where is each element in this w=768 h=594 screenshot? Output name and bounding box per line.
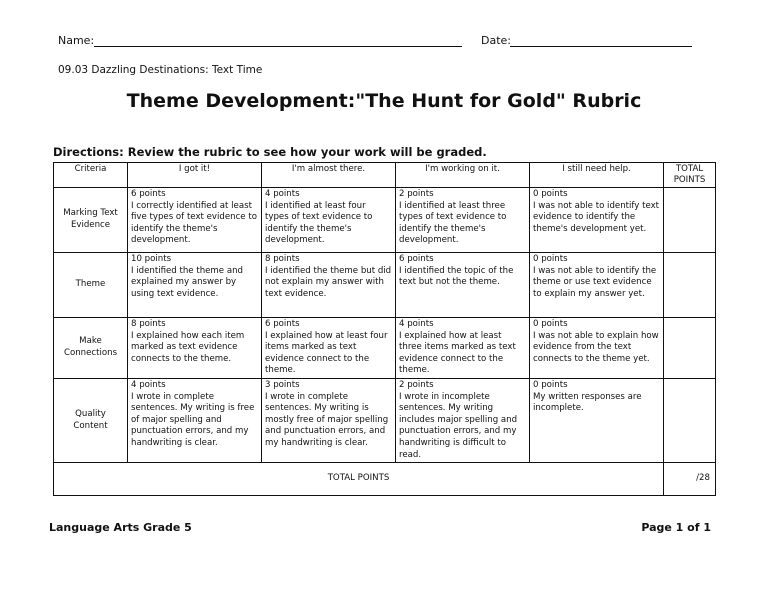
cell-description: I identified at least four types of text evidence to identify the theme's development. bbox=[265, 200, 373, 246]
header-working-on-it: I'm working on it. bbox=[396, 163, 530, 188]
cell-description: I was not able to explain how evidence from the text connects to the theme yet. bbox=[533, 330, 659, 364]
table-row bbox=[54, 253, 716, 318]
page-title: Theme Development:"The Hunt for Gold" Rubric bbox=[126, 90, 642, 112]
cell-description: I explained how each item marked as text evidence connects to the theme. bbox=[131, 330, 245, 364]
header-total-points: TOTAL POINTS bbox=[664, 163, 716, 188]
header-need-help: I still need help. bbox=[530, 163, 664, 188]
header-criteria: Criteria bbox=[54, 163, 128, 188]
rubric-cell bbox=[530, 188, 664, 253]
total-row bbox=[54, 463, 716, 496]
table-row bbox=[54, 318, 716, 379]
course-title: 09.03 Dazzling Destinations: Text Time bbox=[58, 64, 263, 76]
total-points-value[interactable]: /28 bbox=[664, 463, 716, 496]
cell-description: I identified the theme and explained my answer by using text evidence. bbox=[131, 265, 243, 299]
points-value: 4 points bbox=[265, 189, 300, 199]
rubric-cell bbox=[128, 318, 262, 379]
total-points-label: TOTAL POINTS bbox=[54, 463, 664, 496]
rubric-cell bbox=[262, 318, 396, 379]
cell-description: I correctly identified at least five types of text evidence to identify the theme's development. bbox=[131, 200, 257, 246]
total-points-cell[interactable] bbox=[664, 318, 716, 379]
rubric-cell bbox=[396, 188, 530, 253]
criteria-cell: Quality Content bbox=[54, 378, 128, 462]
header-almost-there: I'm almost there. bbox=[262, 163, 396, 188]
rubric-cell bbox=[128, 253, 262, 318]
rubric-cell bbox=[530, 253, 664, 318]
header-row bbox=[54, 163, 716, 188]
date-label: Date: bbox=[481, 34, 511, 47]
footer-course: Language Arts Grade 5 bbox=[49, 521, 192, 534]
name-line[interactable] bbox=[94, 46, 462, 47]
rubric-cell bbox=[262, 253, 396, 318]
criteria-cell: Make Connections bbox=[54, 318, 128, 379]
rubric-cell bbox=[530, 318, 664, 379]
table-row bbox=[54, 188, 716, 253]
points-value: 0 points bbox=[533, 254, 568, 264]
points-value: 6 points bbox=[131, 189, 166, 199]
points-value: 3 points bbox=[265, 379, 300, 390]
points-value: 4 points bbox=[399, 319, 434, 329]
rubric-cell bbox=[128, 378, 262, 462]
rubric-cell bbox=[396, 318, 530, 379]
header-got-it: I got it! bbox=[128, 163, 262, 188]
table-row bbox=[54, 378, 716, 462]
points-value: 8 points bbox=[131, 319, 166, 329]
points-value: 0 points bbox=[533, 319, 568, 329]
points-value: 2 points bbox=[399, 379, 434, 390]
total-points-cell[interactable] bbox=[664, 378, 716, 462]
cell-description: I identified the theme but did not explain my answer with text evidence. bbox=[265, 265, 392, 299]
rubric-cell bbox=[128, 188, 262, 253]
cell-description: I wrote in incomplete sentences. My writing includes major spelling and punctuation errors, and my handwriting is difficult to read. bbox=[399, 391, 518, 460]
date-line[interactable] bbox=[510, 46, 692, 47]
directions: Directions: Review the rubric to see how your work will be graded. bbox=[53, 145, 487, 159]
cell-description: I identified at least three types of text evidence to identify the theme's development. bbox=[399, 200, 507, 246]
total-points-cell[interactable] bbox=[664, 253, 716, 318]
rubric-cell bbox=[396, 253, 530, 318]
points-value: 8 points bbox=[265, 254, 300, 264]
points-value: 6 points bbox=[399, 254, 434, 264]
criteria-cell: Theme bbox=[54, 253, 128, 318]
points-value: 2 points bbox=[399, 189, 434, 199]
points-value: 0 points bbox=[533, 189, 568, 199]
rubric-cell bbox=[262, 378, 396, 462]
points-value: 0 points bbox=[533, 379, 568, 390]
cell-description: I wrote in complete sentences. My writing is mostly free of major spelling and punctuation errors, and my handwriting is clear. bbox=[265, 391, 389, 448]
name-label: Name: bbox=[58, 34, 95, 47]
rubric-cell bbox=[530, 378, 664, 462]
rubric-cell bbox=[262, 188, 396, 253]
cell-description: My written responses are incomplete. bbox=[533, 391, 642, 414]
page-number: Page 1 of 1 bbox=[641, 521, 711, 534]
cell-description: I was not able to identify text evidence to identify the theme's development yet. bbox=[533, 200, 660, 234]
total-points-cell[interactable] bbox=[664, 188, 716, 253]
rubric-cell bbox=[396, 378, 530, 462]
points-value: 4 points bbox=[131, 379, 166, 390]
cell-description: I wrote in complete sentences. My writing is free of major spelling and punctuation errors, and my handwriting is clear. bbox=[131, 391, 255, 448]
cell-description: I explained how at least four items marked as text evidence connect to the theme. bbox=[265, 330, 388, 376]
points-value: 6 points bbox=[265, 319, 300, 329]
cell-description: I was not able to identify the theme or use text evidence to explain my answer yet. bbox=[533, 265, 657, 299]
criteria-cell: Marking Text Evidence bbox=[54, 188, 128, 253]
rubric-table bbox=[53, 162, 716, 496]
points-value: 10 points bbox=[131, 254, 172, 264]
cell-description: I explained how at least three items marked as text evidence connect to the theme. bbox=[399, 330, 516, 376]
cell-description: I identified the topic of the text but not the theme. bbox=[399, 265, 514, 288]
